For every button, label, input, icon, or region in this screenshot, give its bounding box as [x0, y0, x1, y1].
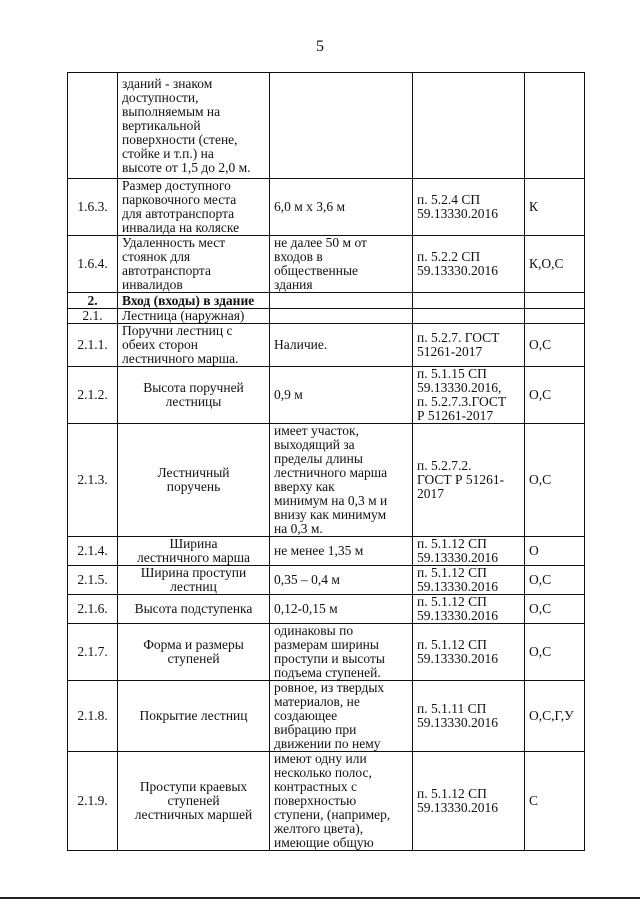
- table-row: [68, 424, 585, 537]
- item-number-text: 2.1.5.: [77, 572, 108, 587]
- item-value-cell: [270, 367, 413, 424]
- item-category-text: О: [529, 543, 539, 558]
- item-number-cell: [68, 309, 118, 324]
- item-number-text: 2.1.4.: [77, 543, 108, 558]
- item-number-cell: [68, 179, 118, 236]
- item-name-text: зданий - знаком доступности, выполняемым на вертикальной поверхности (стене, стойке и т.п.) на высоте от 1,5 до 2,0 м.: [122, 75, 251, 175]
- item-value-cell: [270, 424, 413, 537]
- item-name-cell: [118, 293, 270, 309]
- item-name-cell: [118, 73, 270, 179]
- table-row: [68, 624, 585, 681]
- item-reference-cell: [413, 293, 525, 309]
- item-value-text: 6,0 м х 3,6 м: [274, 199, 346, 214]
- item-category-cell: [525, 367, 585, 424]
- item-name-cell: [118, 424, 270, 537]
- item-name-cell: [118, 324, 270, 367]
- item-category-text: О,С,Г,У: [529, 708, 574, 723]
- item-category-cell: [525, 293, 585, 309]
- item-reference-cell: [413, 179, 525, 236]
- item-value-text: имеют одну или несколько полос, контрастных с поверхностью ступени, (например, желтого цвета), имеющие общую: [274, 751, 391, 850]
- item-value-cell: [270, 236, 413, 293]
- item-number-text: 2.1.8.: [77, 708, 108, 723]
- table-row: [68, 566, 585, 595]
- requirements-table: [67, 72, 585, 851]
- item-value-cell: [270, 566, 413, 595]
- table-row: [68, 752, 585, 851]
- item-value-text: одинаковы по размерам ширины проступи и высоты подъема ступеней.: [274, 623, 385, 680]
- item-name-cell: [118, 537, 270, 566]
- item-name-cell: [118, 367, 270, 424]
- table-row: [68, 324, 585, 367]
- item-category-text: О,С: [529, 644, 552, 659]
- item-category-text: О,С: [529, 472, 552, 487]
- item-category-cell: [525, 537, 585, 566]
- item-name-cell: [118, 595, 270, 624]
- item-number-cell: [68, 537, 118, 566]
- item-number-text: 1.6.4.: [77, 256, 108, 271]
- item-number-text: 2.: [87, 292, 98, 308]
- item-number-text: 2.1.2.: [77, 387, 108, 402]
- item-name-cell: [118, 309, 270, 324]
- item-number-text: 1.6.3.: [77, 199, 108, 214]
- item-reference-cell: [413, 424, 525, 537]
- item-value-cell: [270, 624, 413, 681]
- item-reference-cell: [413, 324, 525, 367]
- table-row: [68, 236, 585, 293]
- item-reference-text: п. 5.1.12 СП 59.13330.2016: [417, 565, 498, 594]
- item-value-cell: [270, 752, 413, 851]
- item-name-text: Поручни лестниц с обеих сторон лестничного марша.: [122, 323, 239, 366]
- item-value-text: не далее 50 м от входов в общественные здания: [274, 235, 367, 292]
- item-name-text: Проступи краевых ступеней лестничных маршей: [134, 779, 253, 822]
- item-category-cell: [525, 566, 585, 595]
- item-value-text: 0,35 – 0,4 м: [274, 572, 340, 587]
- item-name-text: Вход (входы) в здание: [122, 292, 255, 308]
- item-reference-cell: [413, 367, 525, 424]
- item-name-text: Высота подступенка: [134, 601, 253, 616]
- item-number-text: 2.1.9.: [77, 793, 108, 808]
- table-row: [68, 595, 585, 624]
- table-row: [68, 681, 585, 752]
- item-name-text: Удаленность мест стоянок для автотранспорта инвалидов: [122, 235, 226, 292]
- item-name-text: Форма и размеры ступеней: [143, 637, 244, 666]
- item-name-text: Лестница (наружная): [122, 308, 245, 323]
- item-number-cell: [68, 367, 118, 424]
- item-category-text: С: [529, 793, 539, 808]
- item-category-cell: [525, 624, 585, 681]
- item-name-text: Высота поручней лестницы: [143, 380, 244, 409]
- table-row: [68, 367, 585, 424]
- item-name-cell: [118, 752, 270, 851]
- item-reference-text: п. 5.1.12 СП 59.13330.2016: [417, 594, 498, 623]
- item-number-cell: [68, 566, 118, 595]
- table-row: [68, 73, 585, 179]
- item-number-cell: [68, 236, 118, 293]
- item-reference-cell: [413, 681, 525, 752]
- item-value-cell: [270, 293, 413, 309]
- item-category-cell: [525, 179, 585, 236]
- item-category-text: О,С: [529, 601, 552, 616]
- item-number-cell: [68, 424, 118, 537]
- item-number-text: 2.1.1.: [77, 337, 108, 352]
- item-reference-cell: [413, 595, 525, 624]
- item-reference-cell: [413, 566, 525, 595]
- item-number-text: 2.1.6.: [77, 601, 108, 616]
- item-value-text: 0,12-0,15 м: [274, 601, 338, 616]
- item-reference-text: п. 5.2.4 СП 59.13330.2016: [417, 192, 498, 221]
- item-reference-text: п. 5.1.12 СП 59.13330.2016: [417, 536, 498, 565]
- item-category-cell: [525, 309, 585, 324]
- item-reference-text: п. 5.2.2 СП 59.13330.2016: [417, 249, 498, 278]
- item-value-text: имеет участок, выходящий за пределы длины лестничного марша вверху как минимум на 0,3 м и внизу как минимум на 0,3 м.: [274, 423, 388, 536]
- item-value-cell: [270, 537, 413, 566]
- item-value-text: ровное, из твердых материалов, не создающее вибрацию при движении по нему: [274, 680, 385, 751]
- item-name-cell: [118, 179, 270, 236]
- item-name-text: Лестничный поручень: [157, 465, 230, 494]
- item-value-text: 0,9 м: [274, 387, 303, 402]
- item-value-text: не менее 1,35 м: [274, 543, 364, 558]
- item-number-cell: [68, 752, 118, 851]
- item-reference-cell: [413, 752, 525, 851]
- item-number-cell: [68, 293, 118, 309]
- item-number-text: 2.1.: [82, 308, 103, 323]
- item-category-cell: [525, 595, 585, 624]
- item-category-cell: [525, 424, 585, 537]
- bottom-rule: [0, 897, 640, 899]
- item-value-cell: [270, 595, 413, 624]
- item-reference-cell: [413, 236, 525, 293]
- item-number-cell: [68, 324, 118, 367]
- item-value-text: Наличие.: [274, 337, 328, 352]
- table-row: [68, 179, 585, 236]
- item-number-cell: [68, 73, 118, 179]
- item-number-text: 2.1.7.: [77, 644, 108, 659]
- item-name-cell: [118, 681, 270, 752]
- item-reference-cell: [413, 537, 525, 566]
- item-name-text: Ширина проступи лестниц: [140, 565, 247, 594]
- item-reference-text: п. 5.2.7.2. ГОСТ Р 51261- 2017: [417, 458, 505, 501]
- item-category-cell: [525, 73, 585, 179]
- item-reference-text: п. 5.1.12 СП 59.13330.2016: [417, 637, 498, 666]
- item-value-cell: [270, 681, 413, 752]
- item-name-text: Размер доступного парковочного места для автотранспорта инвалида на коляске: [122, 178, 240, 235]
- table-body: [68, 73, 585, 851]
- item-number-cell: [68, 595, 118, 624]
- item-name-text: Покрытие лестниц: [139, 708, 248, 723]
- item-reference-cell: [413, 73, 525, 179]
- item-category-cell: [525, 752, 585, 851]
- item-category-text: О,С: [529, 572, 552, 587]
- item-number-text: 2.1.3.: [77, 472, 108, 487]
- item-category-text: К: [529, 199, 539, 214]
- item-reference-cell: [413, 624, 525, 681]
- table-row: [68, 537, 585, 566]
- item-category-cell: [525, 681, 585, 752]
- item-reference-text: п. 5.2.7. ГОСТ 51261-2017: [417, 330, 500, 359]
- item-number-cell: [68, 624, 118, 681]
- section-row: [68, 293, 585, 309]
- item-name-cell: [118, 566, 270, 595]
- item-category-cell: [525, 236, 585, 293]
- item-reference-text: п. 5.1.15 СП 59.13330.2016, п. 5.2.7.3.ГОСТ Р 51261-2017: [417, 366, 507, 423]
- page-number: 5: [316, 38, 324, 55]
- item-reference-text: п. 5.1.11 СП 59.13330.2016: [417, 701, 498, 730]
- item-category-text: О,С: [529, 337, 552, 352]
- item-value-cell: [270, 309, 413, 324]
- item-category-text: О,С: [529, 387, 552, 402]
- item-name-cell: [118, 236, 270, 293]
- subsection-row: [68, 309, 585, 324]
- item-category-cell: [525, 324, 585, 367]
- item-reference-text: п. 5.1.12 СП 59.13330.2016: [417, 786, 498, 815]
- item-number-cell: [68, 681, 118, 752]
- item-name-cell: [118, 624, 270, 681]
- item-name-text: Ширина лестничного марша: [136, 536, 251, 565]
- item-value-cell: [270, 73, 413, 179]
- item-value-cell: [270, 179, 413, 236]
- item-value-cell: [270, 324, 413, 367]
- item-category-text: К,О,С: [529, 256, 564, 271]
- item-reference-cell: [413, 309, 525, 324]
